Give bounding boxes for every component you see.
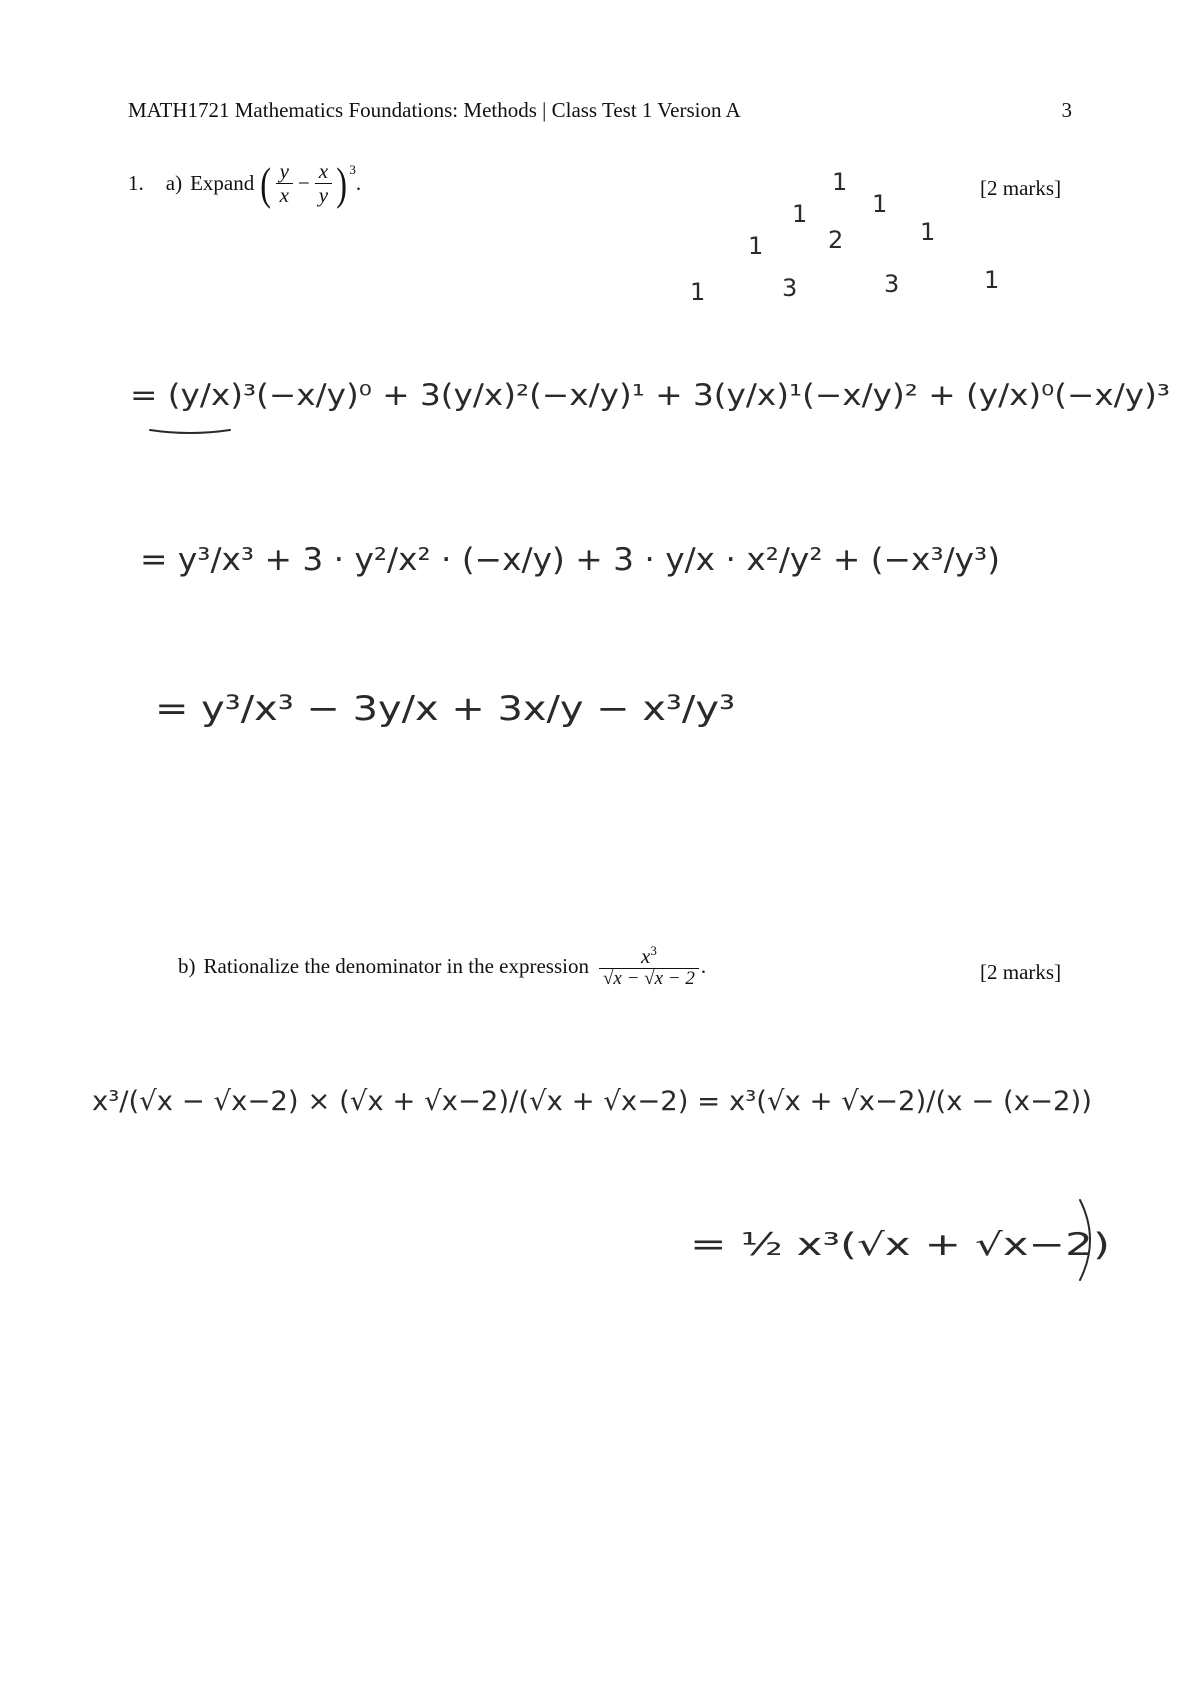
pascal-row2-b: 2 [828, 226, 844, 254]
pascal-row3-d: 1 [984, 266, 1000, 294]
part-b-instruction: Rationalize the denominator in the expression [203, 954, 589, 979]
pascal-row2-a: 1 [748, 232, 764, 260]
question-number: 1. [128, 171, 144, 196]
fraction-x-over-y: $\frac{x}{y}$ [315, 160, 332, 207]
course-title: MATH1721 Mathematics Foundations: Methods | Class Test 1 Version A [128, 98, 741, 122]
page-number: 3 [1061, 98, 1072, 122]
part-b-label: b) [178, 954, 196, 979]
part-b-step-2: = ½ x³(√x + √x−2) [690, 1227, 1110, 1263]
minus-sign: − [297, 171, 310, 196]
part-a-step-2: = y³/x³ + 3 · y²/x² · (−x/y) + 3 · y/x · x²/y² + (−x³/y³) [140, 542, 1001, 578]
pascal-row3-b: 3 [782, 274, 798, 302]
part-a-marks: [2 marks] [980, 176, 1062, 200]
question-1b: b) Rationalize the denominator in the expression $\frac{x^3}{√x - √x - 2}$ . [178, 943, 707, 990]
pascal-row1-a: 1 [792, 200, 808, 228]
power-3: 3 [349, 161, 356, 177]
part-b-marks: [2 marks] [980, 960, 1062, 984]
fraction-y-over-x: $\frac{y}{x}$ [276, 160, 293, 207]
part-a-label: a) [165, 171, 183, 196]
pascal-row3-a: 1 [690, 278, 706, 306]
close-paren: ) [336, 157, 348, 209]
part-b-step-1: x³/(√x − √x−2) × (√x + √x−2)/(√x + √x−2) = x³(√x + √x−2)/(x − (x−2)) [92, 1086, 1092, 1117]
part-a-step-3: = y³/x³ − 3y/x + 3x/y − x³/y³ [155, 689, 735, 729]
question-1a: 1. a) Expand ( $\frac{y}{x}$ − $\frac{x}{y}$ ) 3 . [128, 157, 362, 209]
pascal-row2-c: 1 [920, 218, 936, 246]
part-a-instruction: Expand [190, 171, 255, 196]
pascal-row3-c: 3 [884, 270, 900, 298]
pascal-triangle [690, 168, 999, 306]
part-a-step-1: = (y/x)³(−x/y)⁰ + 3(y/x)²(−x/y)¹ + 3(y/x)¹(−x/y)² + (y/x)⁰(−x/y)³ [130, 378, 1170, 412]
fraction-x3-over-roots: $\frac{x^3}{√x - √x - 2}$ [599, 944, 699, 990]
hand-underline-a [150, 430, 230, 433]
open-paren: ( [260, 157, 272, 209]
pascal-row1-b: 1 [872, 190, 888, 218]
pascal-row0: 1 [832, 168, 848, 196]
